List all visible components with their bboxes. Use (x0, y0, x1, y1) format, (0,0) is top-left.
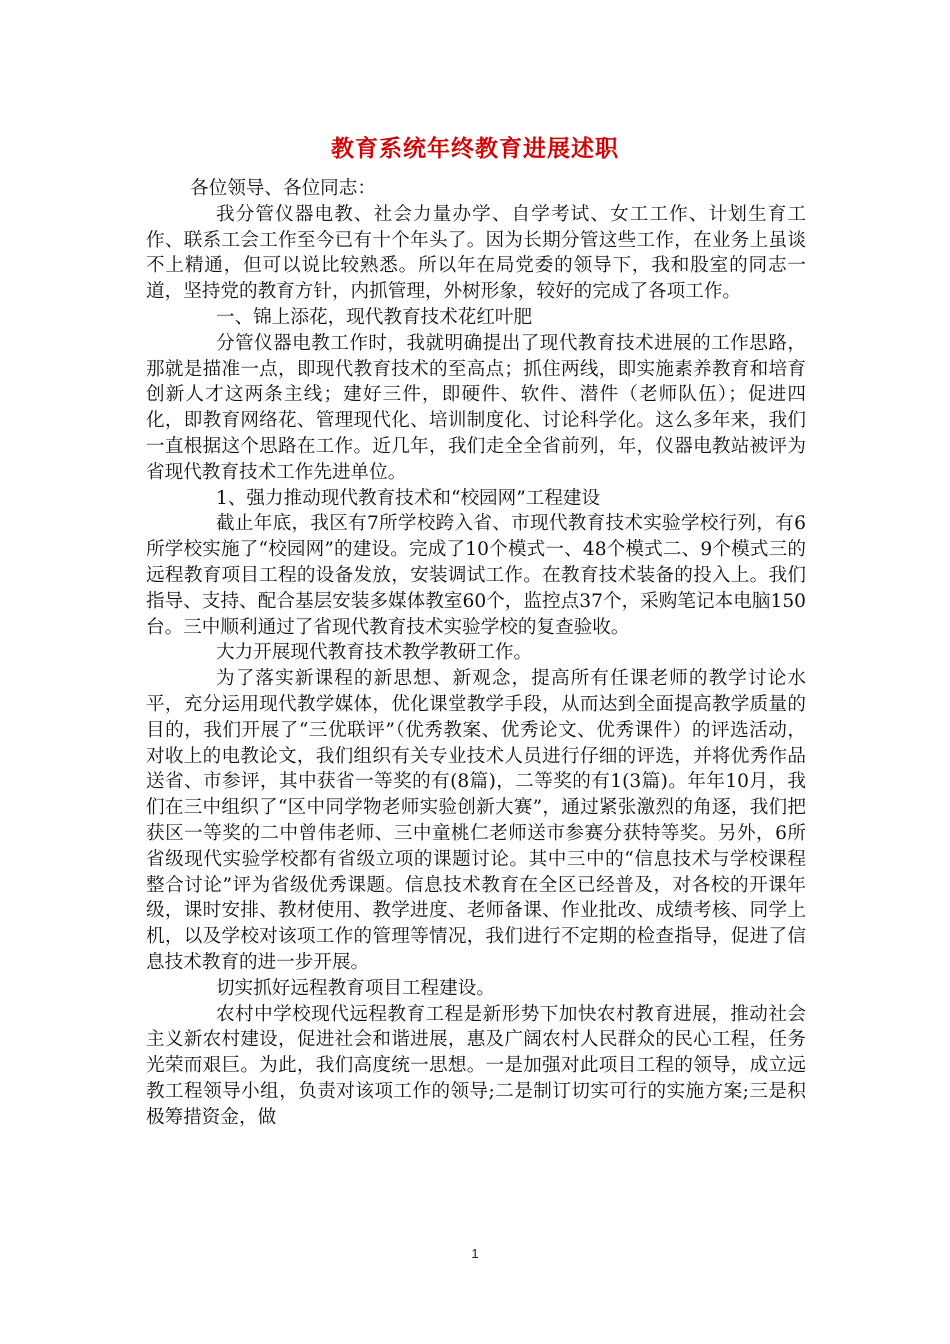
subsection-heading-1: 1、强力推动现代教育技术和“校园网”工程建设 (216, 487, 601, 509)
document-title: 教育系统年终教育进展述职 (331, 135, 619, 162)
document-body (146, 176, 806, 1130)
body-paragraph-1: 我分管仪器电教、社会力量办学、自学考试、女工工作、计划生育工作、联系工会工作至今已有十个年头了。因为长期分管这些工作，在业务上虽谈不上精通，但可以说比较熟悉。所以年在局党委的领导下，我和股室的同志一道，坚持党的教育方针，内抓管理，外树形象，较好的完成了各项工作。 (146, 203, 806, 303)
body-paragraph-5: 农村中学校现代远程教育工程是新形势下加快农村教育进展，推动社会主义新农村建设，促进社会和谐进展，惠及广阔农村人民群众的民心工程，任务光荣而艰巨。为此，我们高度统一思想。一是加强对此项目工程的领导，成立远教工程领导小组，负责对该项工作的领导;二是制订切实可行的实施方案;三是积极筹措资金，做 (146, 1003, 806, 1128)
body-paragraph-4: 为了落实新课程的新思想、新观念，提高所有任课老师的教学讨论水平，充分运用现代教学媒体，优化课堂教学手段，从而达到全面提高教学质量的目的，我们开展了“三优联评”（优秀教案、优秀论文、优秀课件）的评选活动，对收上的电教论文，我们组织有关专业技术人员进行仔细的评选，并将优秀作品送省、市参评，其中获省一等奖的有(8篇)，二等奖的有1(3篇)。年年10月，我们在三中组织了“区中同学物老师实验创新大赛”，通过紧张激烈的角逐，我们把获区一等奖的二中曾伟老师、三中童桃仁老师送市参赛分获特等奖。另外，6所省级现代实验学校都有省级立项的课题讨论。其中三中的“信息技术与学校课程整合讨论”评为省级优秀课题。信息技术教育在全区已经普及，对各校的开课年级，课时安排、教材使用、教学进度、老师备课、作业批改、成绩考核、同学上机，以及学校对该项工作的管理等情况，我们进行不定期的检查指导，促进了信息技术教育的进一步开展。 (146, 668, 806, 973)
body-paragraph-2: 分管仪器电教工作时，我就明确提出了现代教育技术进展的工作思路，那就是描准一点，即现代教育技术的至高点；抓住两线，即实施素养教育和培育创新人才这两条主线；建好三件，即硬件、软件、潜件（老师队伍）；促进四化，即教育网络花、管理现代化、培训制度化、讨论科学化。这么多年来，我们一直根据这个思路在工作。近几年，我们走全全省前列，年，仪器电教站被评为省现代教育技术工作先进单位。 (146, 332, 806, 483)
section-heading-1: 一、锦上添花，现代教育技术花红叶肥 (216, 306, 533, 328)
page-number: 1 (471, 1246, 479, 1261)
subsection-heading-2: 大力开展现代教育技术教学教研工作。 (216, 642, 533, 664)
greeting-line: 各位领导、各位同志： (190, 178, 376, 199)
body-paragraph-3: 截止年底，我区有7所学校跨入省、市现代教育技术实验学校行列，有6所学校实施了“校园网”的建设。完成了10个模式一、48个模式二、9个模式三的远程教育项目工程的设备发放，安装调试工作。在教育技术装备的投入上。我们指导、支持、配合基层安装多媒体教室60个，监控点37个，采购笔记本电脑150台。三中顺利通过了省现代教育技术实验学校的复查验收。 (146, 513, 806, 638)
subsection-heading-3: 切实抓好远程教育项目工程建设。 (216, 977, 495, 999)
